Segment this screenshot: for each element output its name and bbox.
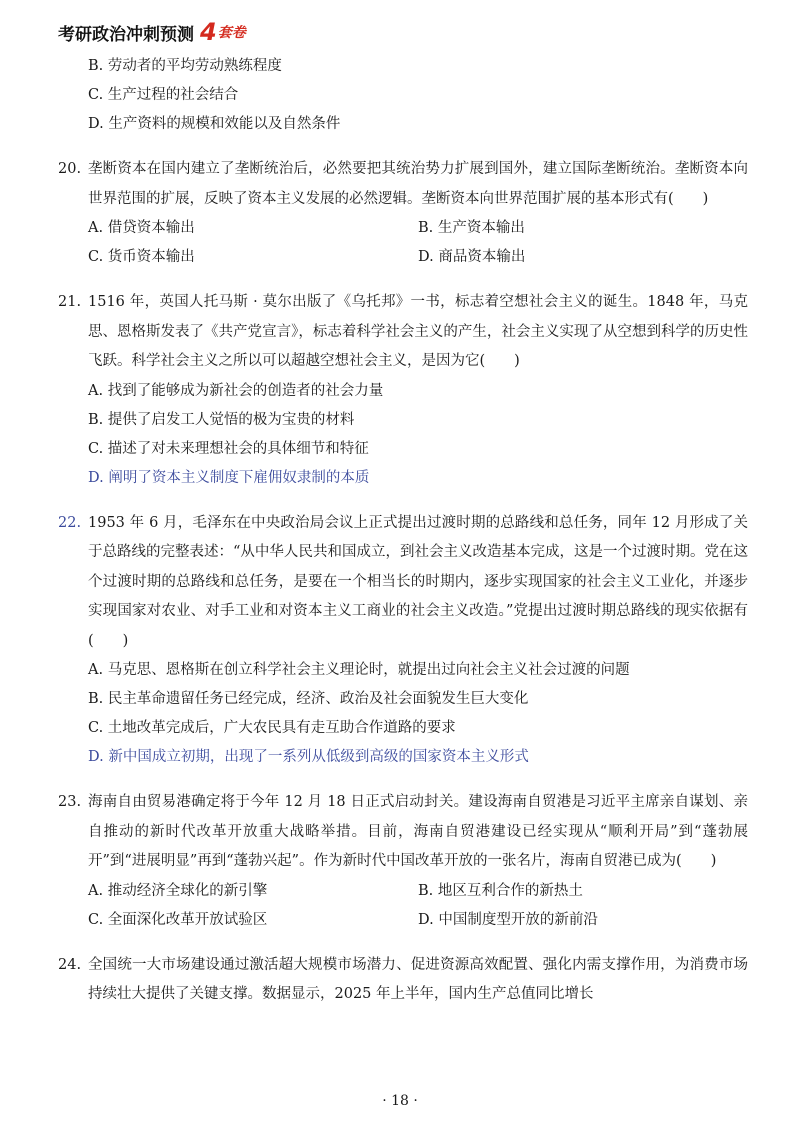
option-c: C. 全面深化改革开放试验区	[88, 911, 268, 928]
logo-text: 套卷	[217, 25, 246, 41]
question-text: 1953 年 6 月，毛泽东在中央政治局会议上正式提出过渡时期的总路线和总任务，同年 12 月形成了关于总路线的完整表述：“从中华人民共和国成立，到社会主义改造基本完成，这是一个过渡时期。党在这个过渡时期的总路线和总任务，是要在一个相当长的时期内，逐步实现国家的社会主义工业化，并逐步实现国家对农业、对手工业和对资本主义工商业的社会主义改造。”党提出过渡时期总路线的现实依据有( )	[88, 514, 748, 649]
option-d: D. 阐明了资本主义制度下雇佣奴隶制的本质	[88, 469, 370, 486]
option-c: C. 货币资本输出	[88, 249, 195, 265]
option-b: B. 民主革命遗留任务已经完成，经济、政治及社会面貌发生巨大变化	[88, 691, 529, 707]
options	[58, 877, 748, 935]
option-c: C. 土地改革完成后，广大农民具有走互助合作道路的要求	[88, 720, 456, 736]
question-number: 23.	[58, 794, 82, 810]
option-a: A. 借贷资本输出	[88, 220, 195, 236]
question-stem	[58, 509, 748, 657]
header-title: 考研政治冲刺预测	[58, 24, 194, 45]
option-c: C. 生产过程的社会结合	[88, 87, 239, 103]
option-d: D. 中国制度型开放的新前沿	[418, 911, 598, 928]
question-24	[58, 951, 748, 1010]
question-number: 22.	[58, 514, 82, 531]
question-text: 海南自由贸易港确定将于今年 12 月 18 日正式启动封关。建设海南自贸港是习近平主席亲自谋划、亲自推动的新时代改革开放重大战略举措。目前，海南自贸港建设已经实现从“顺利开局”到“蓬勃展开”到“进展明显”再到“蓬勃兴起”。作为新时代中国改革开放的一张名片，海南自贸港已成为( )	[88, 794, 748, 869]
option-b: B. 地区互利合作的新热土	[418, 882, 583, 899]
question-21	[58, 288, 748, 493]
options	[58, 214, 748, 272]
page-number: · 18 ·	[382, 1093, 418, 1109]
logo-number: 4	[200, 18, 217, 46]
question-text: 垄断资本在国内建立了垄断统治后，必然要把其统治势力扩展到国外，建立国际垄断统治。垄断资本向世界范围的扩展，反映了资本主义发展的必然逻辑。垄断资本向世界范围扩展的基本形式有( )	[88, 161, 748, 207]
question-22	[58, 509, 748, 773]
option-a: A. 马克思、恩格斯在创立科学社会主义理论时，就提出过向社会主义社会过渡的问题	[88, 662, 630, 678]
option-b: B. 生产资本输出	[418, 220, 525, 236]
option-d: D. 商品资本输出	[418, 249, 526, 265]
question-text: 1516 年，英国人托马斯 · 莫尔出版了《乌托邦》一书，标志着空想社会主义的诞生。1848 年，马克思、恩格斯发表了《共产党宣言》，标志着科学社会主义的产生，社会主义实现了从空想到科学的历史性飞跃。科学社会主义之所以可以超越空想社会主义，是因为它( )	[88, 294, 748, 369]
question-number: 24.	[58, 956, 82, 973]
question-stem	[58, 288, 748, 377]
question-20	[58, 155, 748, 272]
option-b: B. 提供了启发工人觉悟的极为宝贵的材料	[88, 411, 355, 428]
option-d: D. 生产资料的规模和效能以及自然条件	[88, 116, 341, 132]
question-stem	[58, 951, 748, 1010]
options	[58, 656, 748, 772]
option-a: A. 推动经济全球化的新引擎	[88, 882, 268, 899]
question-text: 全国统一大市场建设通过激活超大规模市场潜力、促进资源高效配置、强化内需支撑作用，为消费市场持续壮大提供了关键支撑。数据显示，2025 年上半年，国内生产总值同比增长	[88, 956, 748, 1002]
option-d: D. 新中国成立初期，出现了一系列从低级到高级的国家资本主义形式	[88, 749, 529, 765]
question-stem	[58, 788, 748, 877]
question-stem	[58, 155, 748, 214]
header-logo	[200, 20, 246, 44]
page-header	[58, 18, 246, 46]
options	[58, 377, 748, 493]
question-number: 20.	[58, 161, 82, 177]
page-content	[58, 52, 748, 1010]
option-a: A. 找到了能够成为新社会的创造者的社会力量	[88, 382, 384, 399]
question-number: 21.	[58, 294, 82, 310]
option-b: B. 劳动者的平均劳动熟练程度	[88, 58, 282, 74]
continued-options	[58, 52, 748, 139]
question-23	[58, 788, 748, 935]
option-c: C. 描述了对未来理想社会的具体细节和特征	[88, 440, 369, 457]
